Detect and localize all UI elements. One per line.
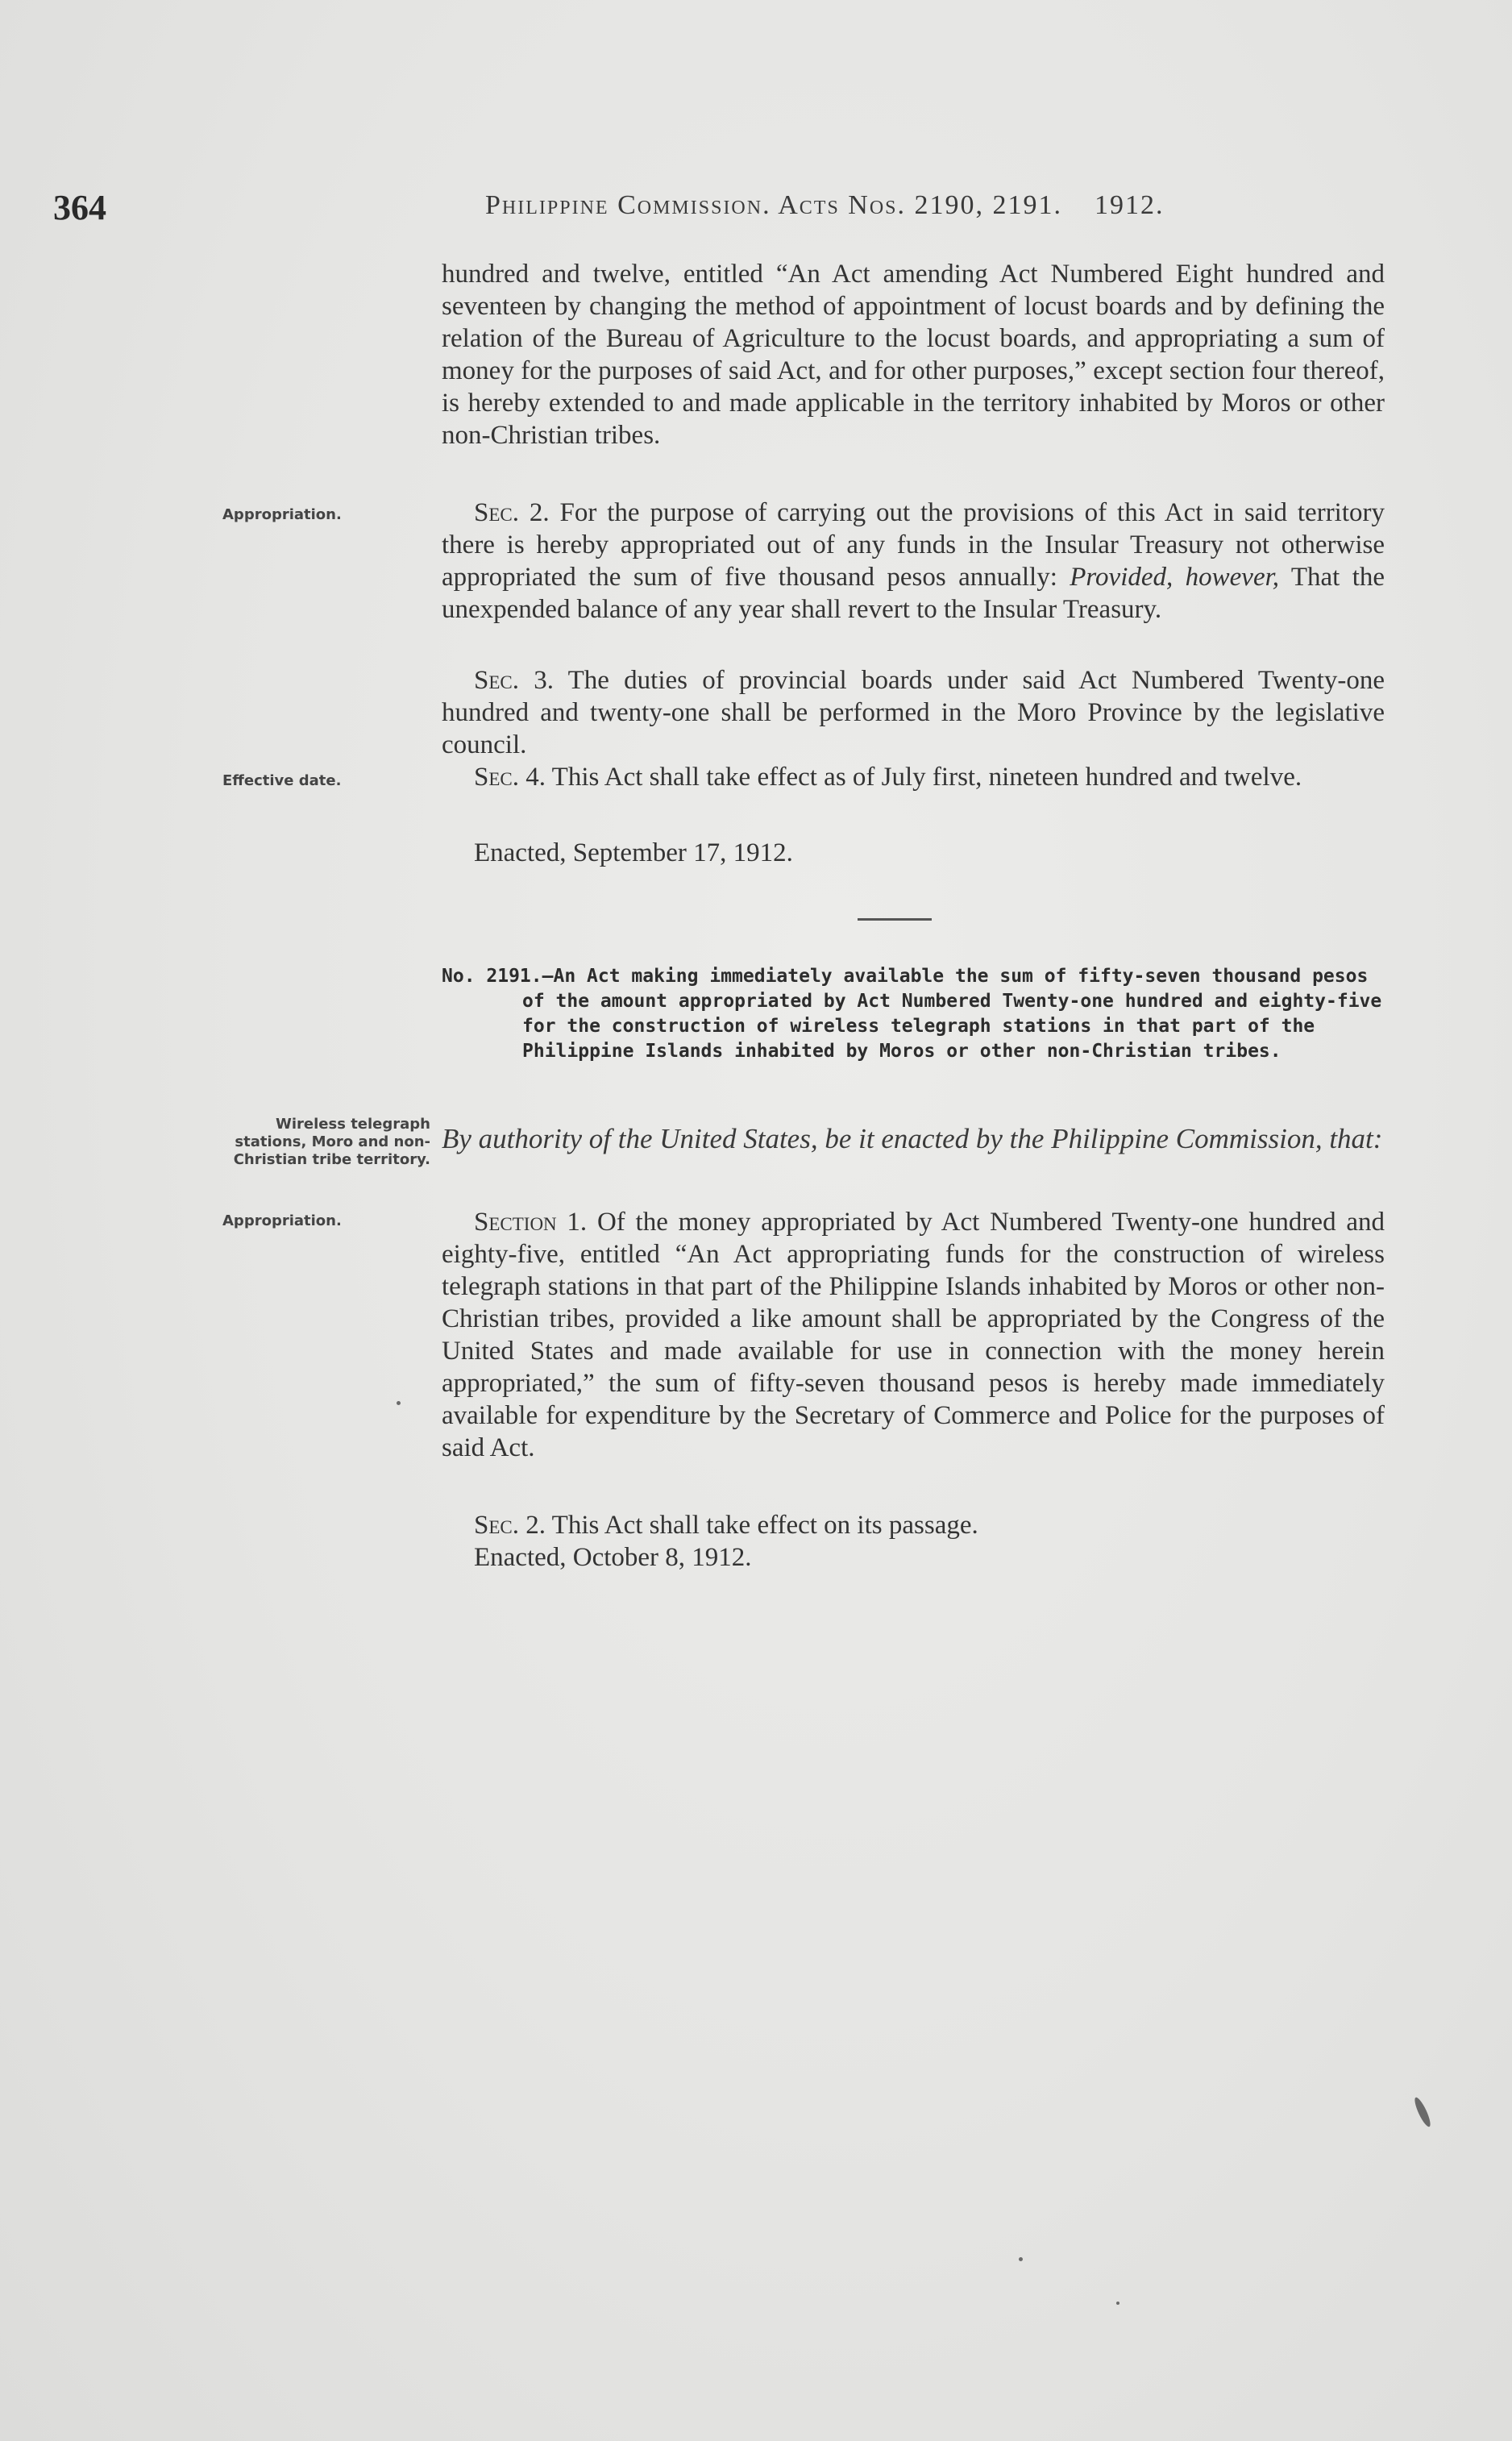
section-1-paragraph [442,1206,1385,1464]
running-head-title: Philippine Commission. Acts Nos. 2190, 2191. [485,190,1063,220]
scan-speck [1116,2302,1119,2305]
section-4-paragraph [442,761,1385,793]
margin-note-appropriation-1: Appropriation. [222,506,342,523]
continued-text: hundred and twelve, entitled “An Act amending Act Numbered Eight hundred and seventeen by changing the method of appointment of locust boards and by defining the relation of the Bureau of Agriculture to the locust boards, and appropriating a sum of money for the purposes of said Act, and for other purposes,” except section four thereof, is hereby extended to and made applicable in the territory inhabited by Moros or other non-Christian tribes. [442,260,1385,450]
scan-speck [1412,2096,1433,2128]
section-1-text: Of the money appropriated by Act Numbered Twenty-one hundred and eighty-five, entitled “An Act appropriating funds for the construction of wireless telegraph stations in that part of the Philippine Islands inhabited by Moros or other non-Christian tribes, provided a like amount shall be appropriated by the Congress of the United States and made available for use in connection with the money herein appropriated,” the sum of fifty-seven thousand pesos is hereby made immediately available for expenditure by the Secretary of Commerce and Police for the purposes of said Act. [442,1208,1385,1462]
act-2190-enacted-date: Enacted, September 17, 1912. [474,838,793,867]
act-2191-section-1 [442,1206,1385,1464]
section-3-label: Sec. 3. [474,666,554,695]
act-2191-enacted-date: Enacted, October 8, 1912. [474,1543,752,1572]
enacting-clause-text: By authority of the United States, be it enacted by the Philippine Commission, that: [442,1123,1383,1154]
margin-note-effective-date: Effective date. [222,772,342,789]
act-2191-title-text: No. 2191.—An Act making immediately available the sum of fifty-seven thousand pesos of the amount appropriated by Act Numbered Twenty-one hundred and eighty-five for the construction of wireless telegraph stations in that part of the Philippine Islands inhabited by Moros or other non-Christian tribes. [442,966,1382,1062]
act-2191-section-2-label: Sec. 2. [474,1511,546,1540]
act-2190-section-2 [442,497,1385,626]
section-1-label: Section 1. [474,1208,588,1237]
act-2191-section-2-paragraph [442,1509,1385,1541]
section-2-text-before: For the purpose of carrying out the provisions of this Act in said territory there is hereby appropriated out of any funds in the Insular Treasury not otherwise appropriated the sum of five thousand pesos annually: [442,498,1385,592]
margin-note-appropriation-2: Appropriation. [222,1212,342,1229]
act-2190-continued-paragraph [442,258,1385,451]
running-head-year: 1912. [1095,190,1165,220]
section-4-label: Sec. 4. [474,763,546,792]
margin-note-wireless-telegraph: Wireless telegraph stations, Moro and non-Christian tribe territory. [233,1116,430,1168]
section-3-paragraph [442,664,1385,761]
act-2191-title [442,964,1386,1064]
section-2-paragraph [442,497,1385,626]
section-2-label: Sec. 2. [474,498,550,527]
page-header [53,187,1383,235]
scan-speck [397,1401,401,1405]
section-divider-rule [858,918,932,921]
act-2190-section-4 [442,761,1385,793]
act-2191-section-2-text: This Act shall take effect on its passage. [551,1511,978,1540]
section-4-text: This Act shall take effect as of July first, nineteen hundred and twelve. [551,763,1302,792]
act-2191-section-2 [442,1509,1385,1541]
section-2-proviso: Provided, however, [1070,563,1280,592]
scan-speck [1019,2257,1023,2261]
section-2-text-after: That the unexpended balance of any year shall revert to the Insular Treasury. [442,563,1385,624]
enacting-clause [442,1122,1385,1156]
running-head [485,190,1165,221]
act-2190-section-3 [442,664,1385,761]
page-number: 364 [53,188,106,227]
section-3-text: The duties of provincial boards under said Act Numbered Twenty-one hundred and twenty-one shall be performed in the Moro Province by the legislative council. [442,666,1385,759]
